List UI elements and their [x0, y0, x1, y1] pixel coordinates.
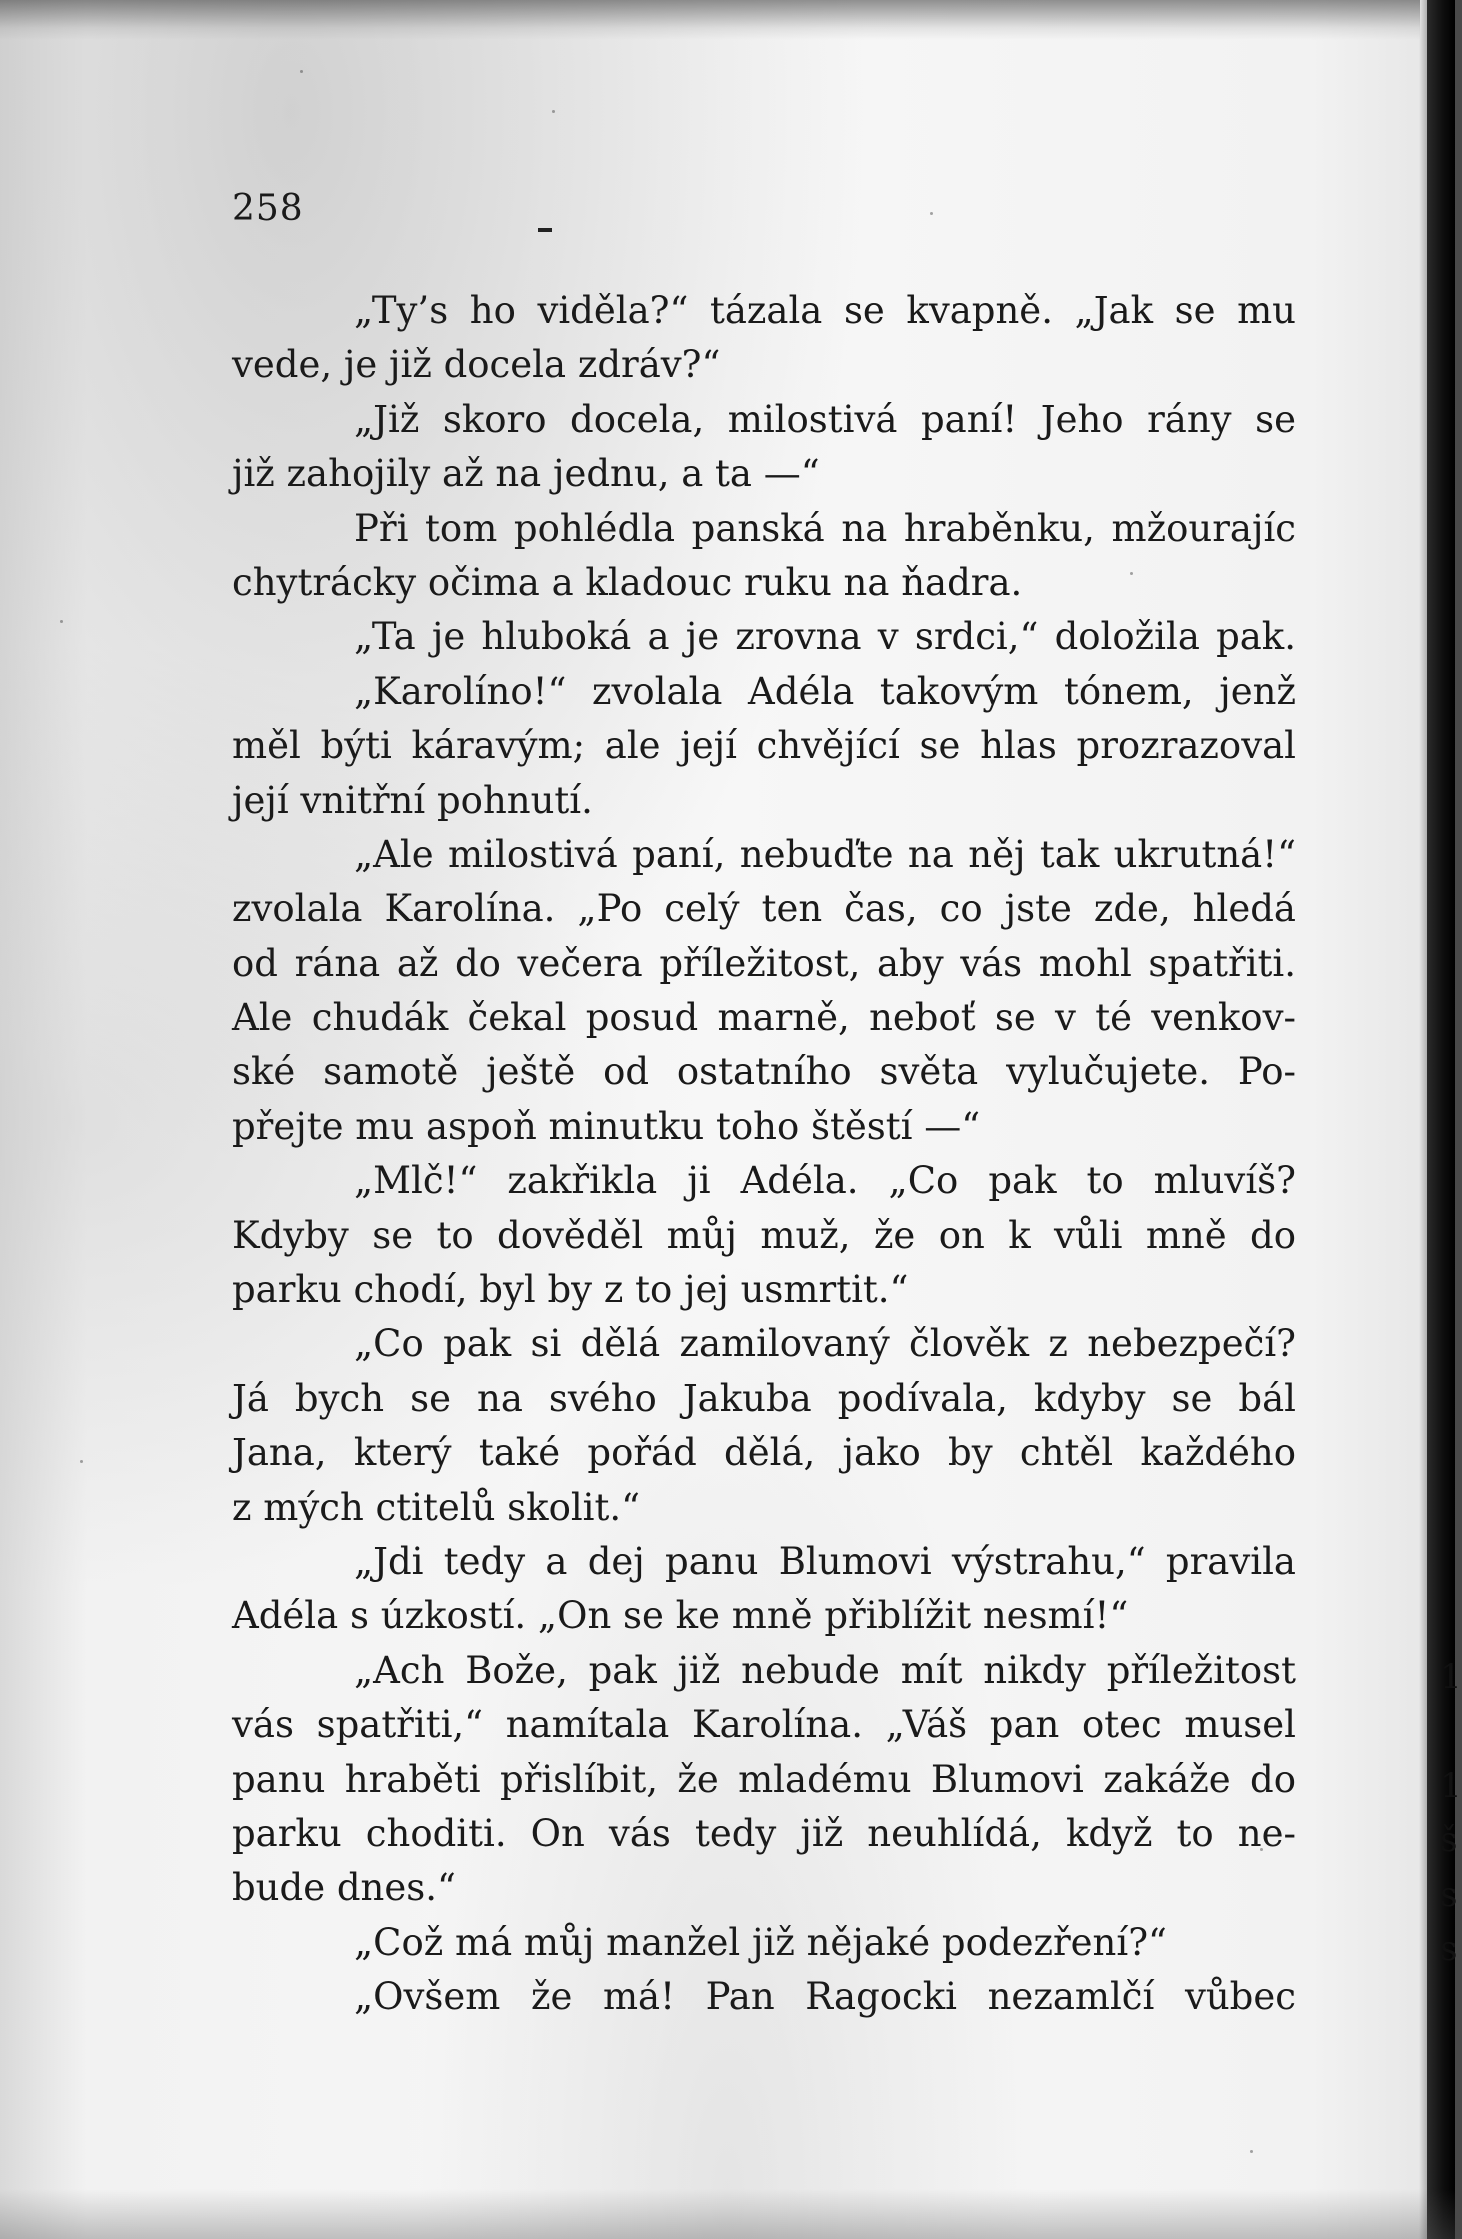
- paper-speck: [1260, 1848, 1263, 1851]
- text-line: již zahojily až na jednu, a ta —“: [232, 452, 820, 496]
- paper-speck: [552, 110, 555, 113]
- scan-right-edge-fade: [1419, 0, 1427, 2239]
- text-line: přejte mu aspoň minutku toho štěstí —“: [232, 1104, 981, 1148]
- text-line: Při tom pohlédla panská na hraběnku, mžourajíc: [354, 506, 1296, 550]
- facing-page-edge-glyphs: [1440, 1650, 1462, 1976]
- scan-top-shadow: [0, 0, 1420, 40]
- text-line: měl býti káravým; ale její chvějící se hlas prozrazoval: [232, 724, 1296, 768]
- text-line: „Již skoro docela, milostivá paní! Jeho rány se: [354, 397, 1296, 441]
- paper-speck: [60, 620, 63, 623]
- text-line: „Co pak si dělá zamilovaný člověk z nebezpečí?: [354, 1322, 1296, 1366]
- text-line: zvolala Karolína. „Po celý ten čas, co jste zde, hledá: [232, 887, 1296, 931]
- text-line: od rána až do večera příležitost, aby vás mohl spatřiti.: [232, 941, 1296, 985]
- body-text: [232, 284, 1296, 2025]
- text-line: „Ty’s ho viděla?“ tázala se kvapně. „Jak se mu: [354, 289, 1296, 332]
- header-mark: [538, 228, 552, 232]
- text-line: vede, je již docela zdráv?“: [232, 343, 721, 387]
- text-line: parku choditi. On vás tedy již neuhlídá, když to ne-: [232, 1811, 1296, 1855]
- paper-speck: [300, 70, 303, 73]
- text-line: její vnitřní pohnutí.: [232, 778, 593, 822]
- text-line: „Jdi tedy a dej panu Blumovi výstrahu,“ pravila: [354, 1539, 1296, 1583]
- page-number: 258: [232, 188, 304, 229]
- margin-glyph: s: [1440, 1874, 1458, 1915]
- text-line: Ale chudák čekal posud marně, neboť se v té venkov-: [232, 996, 1296, 1040]
- text-line: Já bych se na svého Jakuba podívala, kdyby se bál: [232, 1376, 1296, 1420]
- margin-glyph: s: [1440, 1928, 1458, 1969]
- scan-bottom-shadow: [0, 2189, 1455, 2239]
- text-line: vás spatřiti,“ namítala Karolína. „Váš pan otec musel: [232, 1703, 1296, 1747]
- paper-speck: [1250, 2150, 1253, 2153]
- text-line: „Ale milostivá paní, nebuďte na něj tak ukrutná!“: [354, 832, 1296, 876]
- text-line: Jana, který také pořád dělá, jako by chtěl každého: [232, 1431, 1296, 1475]
- text-line: ské samotě ještě od ostatního světa vylučujete. Po-: [232, 1050, 1296, 1094]
- text-line: Adéla s úzkostí. „On se ke mně přiblížit nesmí!“: [232, 1594, 1129, 1638]
- text-line: „Mlč!“ zakřikla ji Adéla. „Co pak to mluvíš?: [354, 1159, 1296, 1203]
- paper-speck: [80, 1460, 83, 1463]
- margin-glyph: [1440, 1704, 1455, 1758]
- text-line: „Karolíno!“ zvolala Adéla takovým tónem, jenž: [354, 669, 1296, 713]
- text-line: „Což má můj manžel již nějaké podezření?“: [354, 1920, 1167, 1964]
- text-line: panu hraběti přislíbit, že mladému Blumovi zakáže do: [232, 1757, 1296, 1801]
- text-line: parku chodí, byl by z to jej usmrtit.“: [232, 1268, 909, 1312]
- text-line: „Ta je hluboká a je zrovna v srdci,“ doložila pak.: [354, 615, 1296, 659]
- text-line: „Ovšem že má! Pan Ragocki nezamlčí vůbec: [354, 1975, 1296, 2019]
- margin-glyph: 1: [1440, 1765, 1462, 1806]
- text-line: chytrácky očima a kladouc ruku na ňadra.: [232, 560, 1023, 604]
- margin-glyph: š: [1440, 1820, 1458, 1861]
- text-line: „Ach Bože, pak již nebude mít nikdy příležitost: [354, 1648, 1296, 1692]
- text-line: z mých ctitelů skolit.“: [232, 1485, 641, 1529]
- paper-speck: [1130, 572, 1133, 575]
- text-line: Kdyby se to dověděl můj muž, že on k vůli mně do: [232, 1213, 1296, 1257]
- margin-glyph: 1: [1440, 1657, 1462, 1697]
- text-line: bude dnes.“: [232, 1866, 456, 1910]
- paper-speck: [930, 212, 933, 215]
